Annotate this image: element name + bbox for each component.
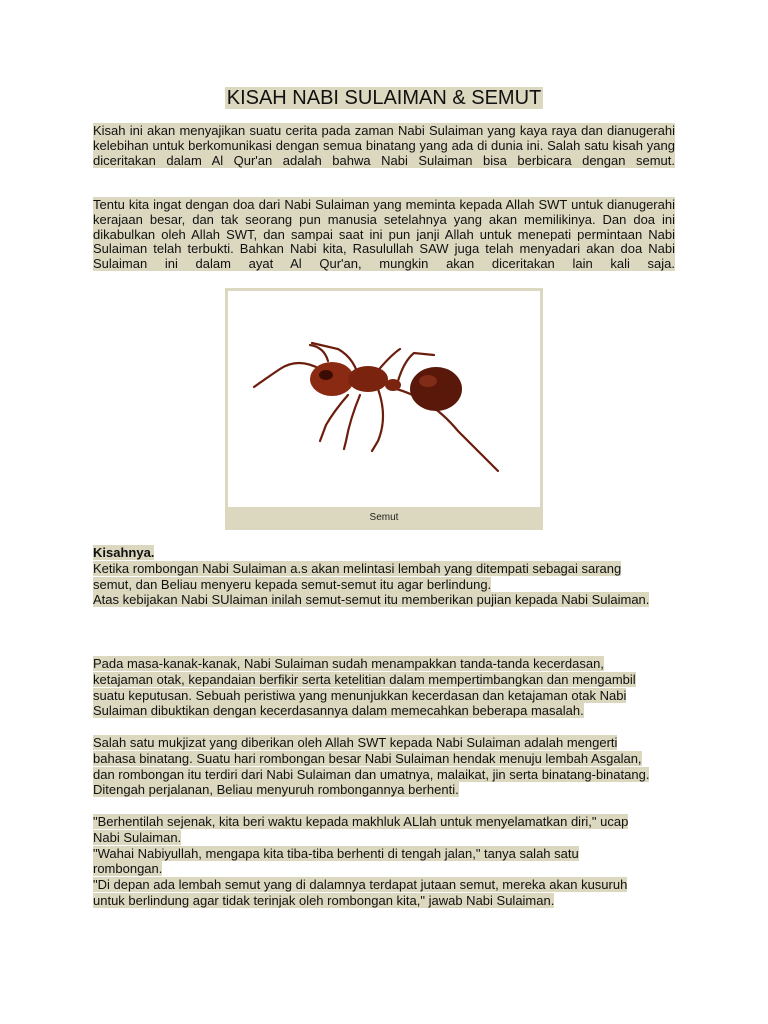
masa-kanak-paragraph xyxy=(93,656,693,719)
page-title xyxy=(0,86,768,110)
dialog-paragraph xyxy=(93,814,693,909)
figure-caption: Semut xyxy=(369,512,399,523)
masa-kanak-line: Sulaiman dibuktikan dengan kecerdasannya dalam memecahkan beberapa masalah. xyxy=(93,703,584,719)
kisahnya-line: Ketika rombongan Nabi Sulaiman a.s akan melintasi lembah yang ditempati sebagai sarang xyxy=(93,560,622,576)
kisahnya-line: semut, dan Beliau menyeru kepada semut-semut itu agar berlindung. xyxy=(93,576,492,592)
kisahnya-heading: Kisahnya. xyxy=(93,545,155,560)
intro-paragraph xyxy=(93,124,675,168)
ant-icon xyxy=(228,291,540,507)
masa-kanak-line: ketajaman otak, kepandaian berfikir serta ketelitian dalam mempertimbangkan dan mengambil xyxy=(93,671,636,687)
doa-paragraph xyxy=(93,198,675,272)
dialog-line: Nabi Sulaiman. xyxy=(93,829,182,845)
ant-image xyxy=(228,291,540,507)
mukjizat-line: Ditengah perjalanan, Beliau menyuruh rombongannya berhenti. xyxy=(93,782,459,798)
doa-paragraph-text: Tentu kita ingat dengan doa dari Nabi Sulaiman yang meminta kepada Allah SWT untuk dianugerahi kerajaan besar, dan tak seorang pun manusia setelahnya yang akan memilikinya. Dan doa ini dikabulkan oleh Allah SWT, dan sampai saat ini pun janji Allah untuk menepati permintaan Nabi Sulaiman telah terbukti. Bahkan Nabi kita, Rasulullah SAW juga telah menyadari akan doa Nabi Sulaiman ini dalam ayat Al Qur'an, mungkin akan diceritakan lain kali saja. xyxy=(93,197,675,272)
dialog-line: rombongan. xyxy=(93,861,163,877)
mukjizat-line: dan rombongan itu terdiri dari Nabi Sulaiman dan umatnya, malaikat, jin serta binatang-binatang. xyxy=(93,766,650,782)
ant-figure xyxy=(225,288,543,530)
intro-paragraph-text: Kisah ini akan menyajikan suatu cerita pada zaman Nabi Sulaiman yang kaya raya dan dianugerahi kelebihan untuk berkomunikasi dengan semua binatang yang ada di dunia ini. Salah satu kisah yang diceritakan dalam Al Qur'an adalah bahwa Nabi Sulaiman bisa berbicara dengan semut. xyxy=(93,123,675,168)
mukjizat-line: Salah satu mukjizat yang diberikan oleh Allah SWT kepada Nabi Sulaiman adalah mengerti xyxy=(93,735,618,750)
dialog-line: "Berhentilah sejenak, kita beri waktu kepada makhluk ALlah untuk menyelamatkan diri," ucap xyxy=(93,814,629,829)
masa-kanak-line: Pada masa-kanak-kanak, Nabi Sulaiman sudah menampakkan tanda-tanda kecerdasan, xyxy=(93,656,604,671)
masa-kanak-line: suatu keputusan. Sebuah peristiwa yang menunjukkan kecerdasan dan ketajaman otak Nabi xyxy=(93,687,627,703)
kisahnya-section xyxy=(93,545,693,608)
mukjizat-line: bahasa binatang. Suatu hari rombongan besar Nabi Sulaiman hendak menuju lembah Asgalan, xyxy=(93,750,642,766)
dialog-line: "Wahai Nabiyullah, mengapa kita tiba-tiba berhenti di tengah jalan," tanya salah satu xyxy=(93,845,579,861)
dialog-line: untuk berlindung agar tidak terinjak oleh rombongan kita," jawab Nabi Sulaiman. xyxy=(93,892,555,908)
mukjizat-paragraph xyxy=(93,735,693,798)
kisahnya-line: Atas kebijakan Nabi SUlaiman inilah semut-semut itu memberikan pujian kepada Nabi Sulaiman. xyxy=(93,592,650,608)
page-title-text: KISAH NABI SULAIMAN & SEMUT xyxy=(226,87,542,109)
dialog-line: "Di depan ada lembah semut yang di dalamnya terdapat jutaan semut, mereka akan kusuruh xyxy=(93,877,628,893)
